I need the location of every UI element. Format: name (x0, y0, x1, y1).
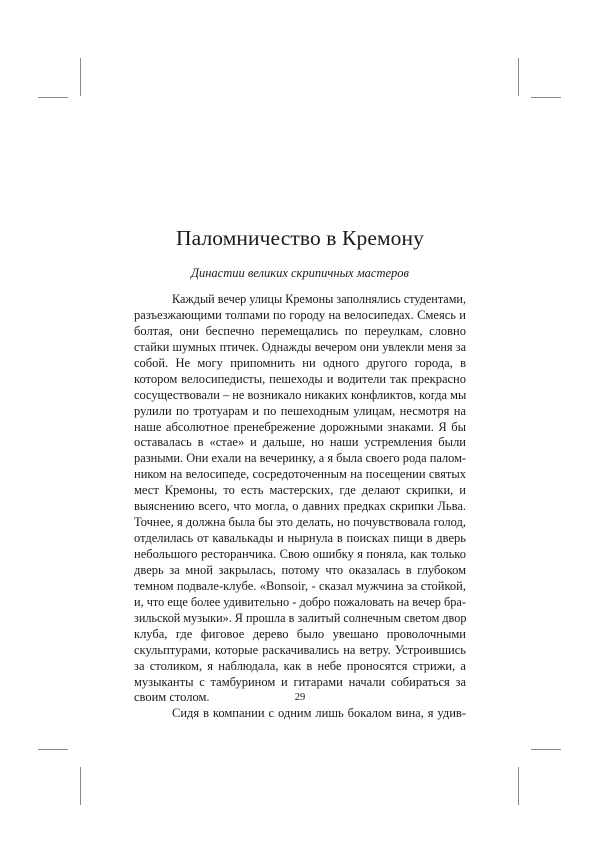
text-line: сосуществовали – не возникало никаких конфликтов, когда мы (134, 387, 467, 402)
text-line: котором велосипедисты, пешеходы и водители так прекрасно (134, 371, 466, 386)
text-line: Сидя в компании с одним лишь бокалом вина, я удив- (172, 706, 466, 721)
crop-mark-top-right-h (531, 97, 561, 98)
text-line: темном подвале-клубе. «Bonsoir, - сказал мужчина за стойкой, (134, 578, 466, 593)
crop-mark-bottom-left (80, 767, 81, 805)
text-line: зильской музыки». Я прошла в залитый солнечным светом двор (134, 610, 467, 625)
text-line: дверь за мной закрылась, потому что оказалась в глубоком (134, 562, 466, 577)
crop-mark-bottom-right (518, 767, 519, 805)
text-line: мест Кремоны, то есть мастерских, где делают скрипки, и (134, 483, 466, 498)
text-line: скульптурами, которые раскачивались на ветру. Устроившись (134, 642, 466, 657)
crop-mark-top-left (80, 58, 81, 96)
chapter-subtitle: Династии великих скрипичных мастеров (191, 266, 409, 280)
text-line: своим столом. (134, 690, 210, 705)
text-line: выяснению всего, что могла, о давних предках скрипки Льва. (134, 499, 466, 514)
crop-mark-top-right (518, 58, 519, 96)
text-line: и, что еще более удивительно - добро пожаловать на вечер бра- (134, 594, 466, 609)
body-text (134, 292, 466, 722)
chapter-title: Паломничество в Кремону (176, 226, 424, 250)
text-line: разъезжающими толпами по городу на велосипедах. Смеясь и (134, 307, 466, 322)
text-line: Каждый вечер улицы Кремоны заполнялись студентами, (172, 292, 466, 306)
crop-mark-bottom-right-h (531, 749, 561, 750)
text-line: болтая, они беспечно перемещались по переулкам, словно (134, 323, 466, 338)
text-line: рулили по тротуарам и по пешеходным улицам, несмотря на (134, 403, 466, 418)
text-line: собой. Не могу припомнить ни одного другого города, в (134, 355, 466, 370)
text-line: клуба, где фиговое дерево было увешано проволочными (134, 626, 466, 641)
text-line: разными. Они ехали на вечеринку, а я была своего рода палом- (134, 451, 467, 466)
text-line: за столиком, я наблюдала, как в небе проносятся стрижи, а (134, 658, 466, 673)
text-line: наше абсолютное пренебрежение дорожными знаками. Я бы (134, 419, 466, 434)
text-line: небольшого ресторанчика. Свою ошибку я поняла, как только (134, 547, 466, 561)
text-line: ником на велосипеде, сосредоточенным на посещении святых (134, 467, 466, 482)
text-line: отделилась от кавалькады и нырнула в поисках пищи в дверь (134, 531, 466, 546)
text-line: музыканты с тамбурином и гитарами начали собираться за (134, 674, 466, 689)
crop-mark-bottom-left-h (38, 749, 68, 750)
crop-mark-top-left-h (38, 97, 68, 98)
page-number: 29 (294, 692, 306, 703)
text-line: оставалась в «стае» и дальше, но наши устремления были (134, 435, 466, 450)
text-line: Точнее, я должна была бы это делать, но почувствовала голод, (134, 515, 466, 530)
text-line: стайки шумных птичек. Однажды вечером они увлекли меня за (134, 339, 466, 354)
